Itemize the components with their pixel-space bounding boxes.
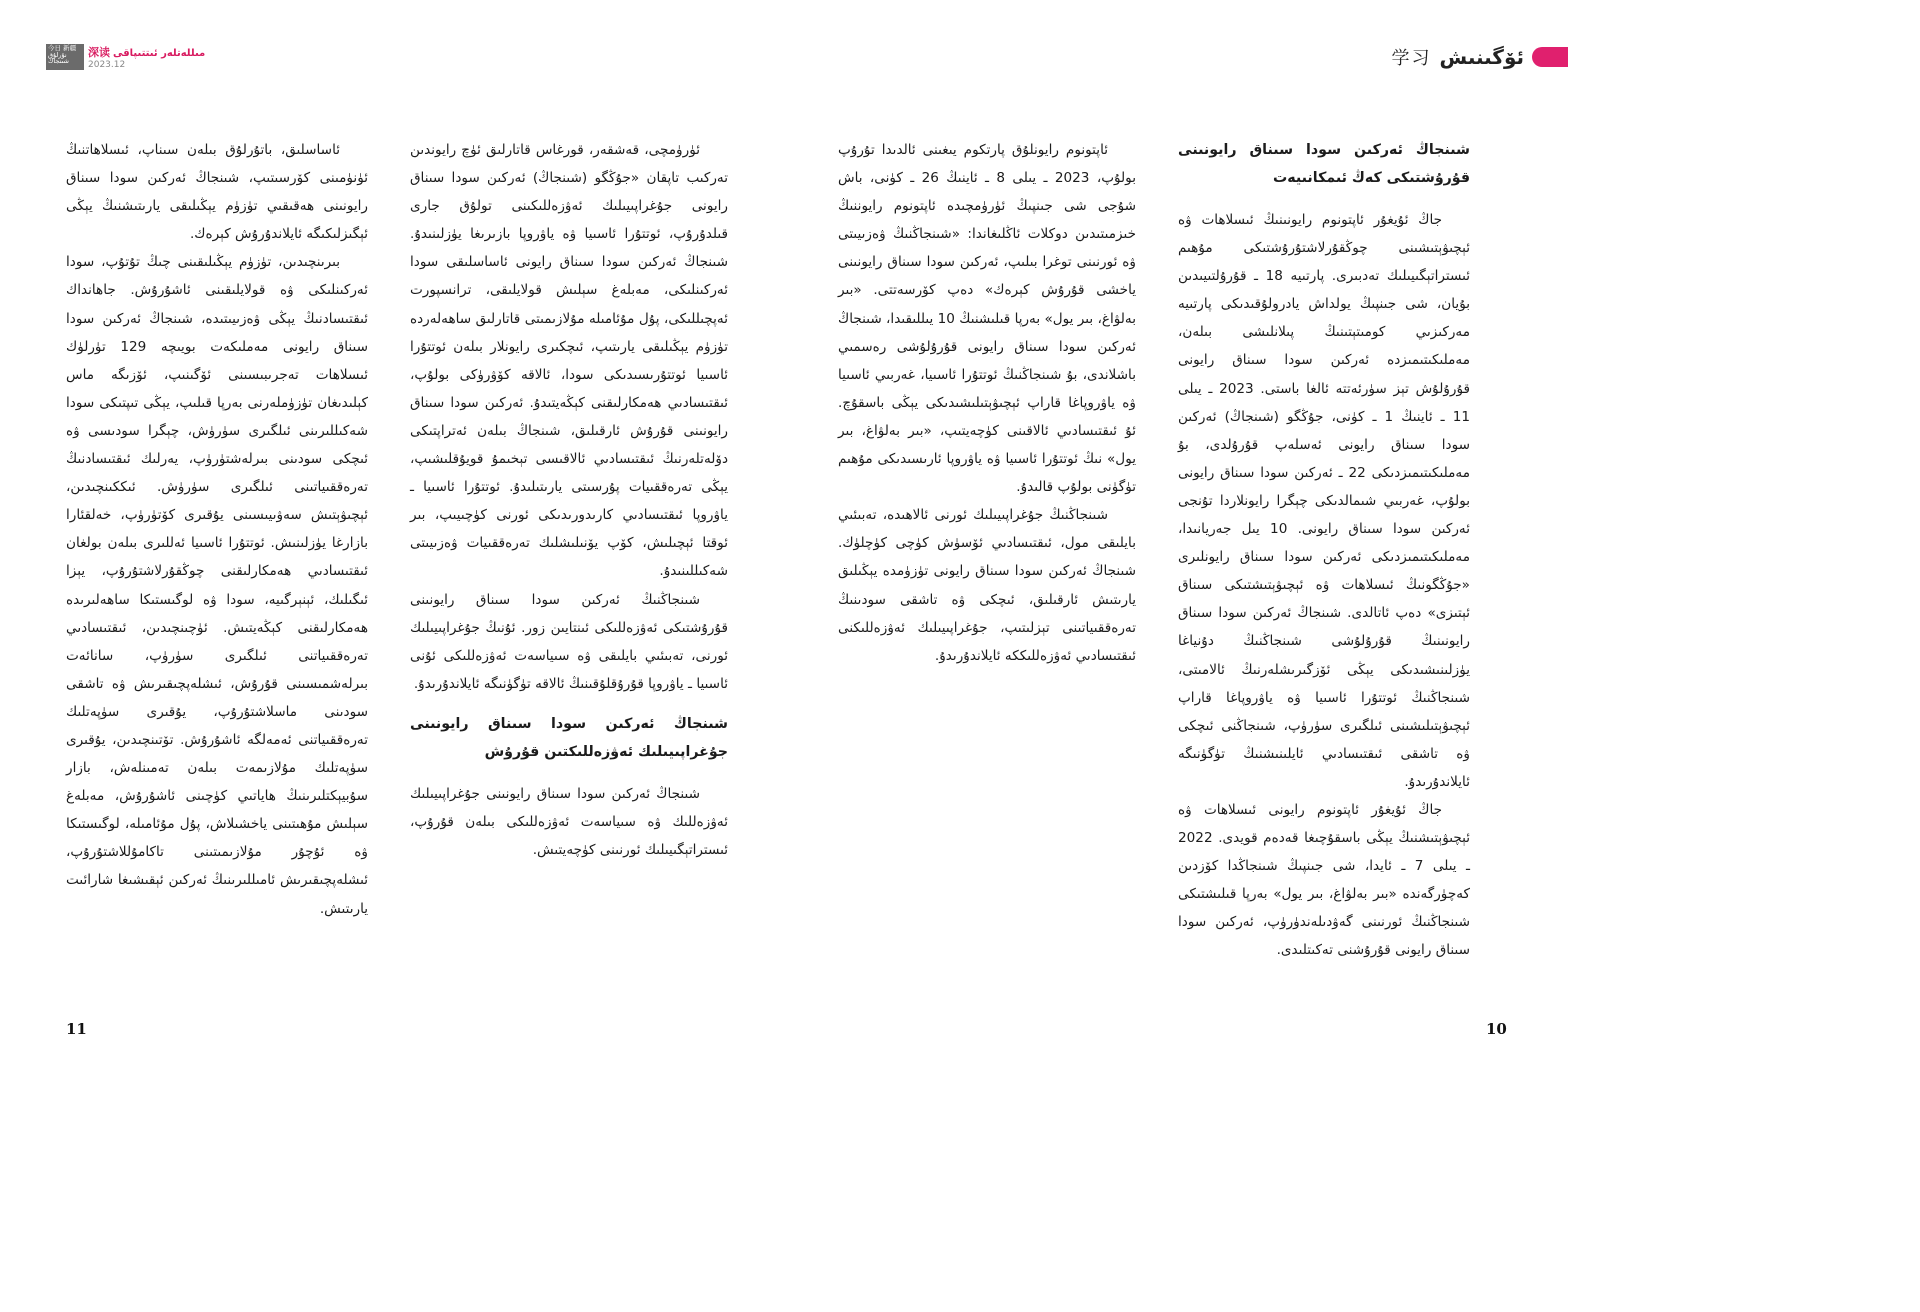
paragraph: ئۈرۈمچى، قەشقەر، قورغاس قاتارلىق ئۈچ رايوندىن تەركىب تاپقان «جۇڭگو (شىنجاڭ) ئەركىن سودا سىناق رايونى جۇغراپىيىلىك ئەۋزەللىكىنى تولۇق جارى قىلدۇرۇپ، ئوتتۇرا ئاسىيا ۋە ياۋروپا بازىرىغا يۈزلىنىدۇ. شىنجاڭ ئەركىن سودا سىناق رايونى ئاساسلىقى سودا ئەركىنلىكى، مەبلەغ سېلىش قولايلىقى، ترانسپورت ئەپچىللىكى، پۇل مۇئامىلە مۇلازىمىتى قاتارلىق ساھەلەردە تۈزۈم يېڭىلىقى يارىتىپ، ئىچكىرى رايونلار بىلەن ئوتتۇرا ئاسىيا ئوتتۇرىسىدىكى سودا، ئالاقە كۆۋرۈكى بولۇپ، ئىقتىسادىي ھەمكارلىقنى كېڭەيتىدۇ. ئەركىن سودا سىناق رايونىنى قۇرۇش ئارقىلىق، شىنجاڭ بىلەن ئەتراپتىكى دۆلەتلەرنىڭ ئىقتىسادىي ئالاقىسى تېخىمۇ قويۇقلىشىپ، يېڭى تەرەققىيات پۇرسىتى يارىتىلىدۇ. ئوتتۇرا ئاسىيا ـ ياۋروپا ئىقتىسادىي كارىدورىدىكى ئورنى كۈچىيىپ، بىر ئوقتا ئېچىلىش، كۆپ يۆنىلىشلىك تەرەققىيات ۋەزىيىتى شەكىللىنىدۇ. xyxy=(410,142,728,580)
section-subheading: شىنجاڭ ئەركىن سودا سىناق رايونىنى جۇغراپىيىلىك ئەۋزەللىكتىن قۇرۇش xyxy=(410,715,728,760)
article-column-2 xyxy=(838,136,1136,670)
issue-number: 2023.12 xyxy=(88,60,126,70)
article-heading: شىنجاڭ ئەركىن سودا سىناق رايونىنى قۇرۇشتىكى كەڭ ئىمكانىيەت xyxy=(1178,142,1470,186)
section-tab-marker xyxy=(1532,47,1568,67)
section-title-cn: 学习 xyxy=(1391,48,1432,69)
section-title-ug: ئۆگىنىش xyxy=(1439,45,1524,69)
paragraph: شىنجاڭ ئەركىن سودا سىناق رايونىنى جۇغراپىيىلىك ئەۋزەللىك ۋە سىياسەت ئەۋزەللىكى بىلەن قۇرۇپ، ئىستراتېگىيىلىك ئورنىنى كۈچەيتىش. xyxy=(410,785,728,859)
header-text xyxy=(88,44,205,70)
section-label-ug: مىللەتلەر ئىتتىپاقى xyxy=(113,48,206,59)
paragraph: جاڭ ئۇيغۇر ئاپتونوم رايونى ئىسلاھات ۋە ئېچىۋېتىشنىڭ يېڭى باسقۇچىغا قەدەم قويدى. 2022 ـ يىلى 7 ـ ئايدا، شى جىنپىڭ شىنجاڭدا كۆزدىن كەچۈرگەندە «بىر بەلۋاغ، بىر يول» بەرپا قىلىشتىكى شىنجاڭنىڭ ئورنىنى گەۋدىلەندۈرۈپ، ئەركىن سودا سىناق رايونى قۇرۇشنى تەكىتلىدى. xyxy=(1178,801,1471,959)
header-right xyxy=(1392,44,1568,70)
header-left xyxy=(46,44,205,70)
paragraph: ئاساسلىق، باتۇرلۇق بىلەن سىناپ، ئىسلاھاتنىڭ ئۈنۈمىنى كۆرسىتىپ، شىنجاڭ ئەركىن سودا سىناق رايونىنى ھەقىقىي تۈزۈم يېڭىلىقى يارىتىشنىڭ يېڭى ئېگىزلىكىگە ئايلاندۇرۇش كېرەك. xyxy=(66,142,368,243)
paragraph: شىنجاڭنىڭ جۇغراپىيىلىك ئورنى ئالاھىدە، تەبىئىي بايلىقى مول، ئىقتىسادىي ئۆسۈش كۈچى كۈچلۈك. شىنجاڭ ئەركىن سودا سىناق رايونى تۈزۈمدە يېڭىلىق يارىتىش ئارقىلىق، ئىچكى ۋە تاشقى سودىنىڭ تەرەققىياتىنى تېزلىتىپ، جۇغراپىيىلىك ئەۋزەللىكنى ئىقتىسادىي ئەۋزەللىككە ئايلاندۇرىدۇ. xyxy=(838,507,1136,664)
magazine-logo: 今日 新疆 نۇرلۇق شىنجاڭ xyxy=(46,44,84,70)
article-column-3 xyxy=(410,136,728,864)
article-column-4 xyxy=(66,136,368,923)
paragraph: ئاپتونوم رايونلۇق پارتكوم يىغىنى ئالدىدا تۇرۇپ بولۇپ، 2023 ـ يىلى 8 ـ ئاينىڭ 26 ـ كۈنى، باش شۇجى شى جىنپىڭ ئۈرۈمچىدە ئاپتونوم رايوننىڭ خىزمىتىدىن دوكلات ئاڭلىغاندا: «شىنجاڭنىڭ ۋەزىيىتى ۋە ئورنىنى توغرا بىلىپ، ئەركىن سودا سىناق رايونىنى ياخشى قۇرۇش كېرەك» دەپ كۆرسەتتى. «بىر بەلۋاغ، بىر يول» بەرپا قىلىشنىڭ 10 يىللىقىدا، شىنجاڭ ئەركىن سودا سىناق رايونى قۇرۇلۇشى رەسمىي باشلاندى، بۇ شىنجاڭنىڭ ئوتتۇرا ئاسىيا، غەربىي ئاسىيا ۋە ياۋروپاغا قاراپ ئېچىۋېتىلىشىدىكى يېڭى باسقۇچ. ئۇ ئىقتىسادىي ئالاقىنى كۈچەيتىپ، «بىر بەلۋاغ، بىر يول» نىڭ ئوتتۇرا ئاسىيا ۋە ياۋروپا ئارىسىدىكى مۇھىم تۈگۈنى بولۇپ قالىدۇ. xyxy=(838,142,1136,496)
section-label-cn: 深读 xyxy=(88,46,110,59)
paragraph: جاڭ ئۇيغۇر ئاپتونوم رايونىنىڭ ئىسلاھات ۋە ئېچىۋېتىشىنى چوڭقۇرلاشتۇرۇشتىكى مۇھىم ئىستراتېگىيىلىك تەدبىرى. پارتىيە 18 ـ قۇرۇلتىيىدىن بۇيان، شى جىنپىڭ يولداش يادرولۇقىدىكى پارتىيە مەركىزىي كومىتېتىنىڭ پىلانلىشى بىلەن، مەملىكىتىمىزدە ئەركىن سودا سىناق رايونى قۇرۇلۇش تېز سۈرئەتتە ئالغا باستى. 2023 ـ يىلى 11 ـ ئاينىڭ 1 ـ كۈنى، جۇڭگو (شىنجاڭ) ئەركىن سودا سىناق رايونى ئەسلەپ قۇرۇلدى، بۇ مەملىكىتىمىزدىكى 22 ـ ئەركىن سودا سىناق رايونى بولۇپ، غەربىي شىمالدىكى چېگرا رايونلاردا تۇنجى ئەركىن سودا سىناق رايونى. 10 يىل جەريانىدا، مەملىكىتىمىزدىكى ئەركىن سودا سىناق رايونلىرى «جۇڭگونىڭ ئىسلاھات ۋە ئېچىۋېتىشتىكى سىناق ئېتىزى» دەپ ئاتالدى. شىنجاڭ ئەركىن سودا سىناق رايونىنىڭ قۇرۇلۇشى شىنجاڭنىڭ دۇنياغا يۈزلىنىشىدىكى يېڭى ئۆزگىرىشلەرنىڭ ئالامىتى، شىنجاڭنىڭ ئوتتۇرا ئاسىيا ۋە ياۋروپاغا قاراپ ئېچىۋېتىلىشىنى ئىلگىرى سۈرۈپ، شىنجاڭنى ئىچكى ۋە تاشقى ئىقتىسادىي ئايلىنىشنىڭ تۈگۈنىگە ئايلاندۇرىدۇ. xyxy=(1178,212,1470,790)
page-number-right: 10 xyxy=(1486,1020,1507,1038)
paragraph: شىنجاڭنىڭ ئەركىن سودا سىناق رايونىنى قۇرۇشتىكى ئەۋزەللىكى ئىنتايىن زور. ئۇنىڭ جۇغراپىيىلىك ئورنى، تەبىئىي بايلىقى ۋە سىياسەت ئەۋزەللىكى ئۇنى ئاسىيا ـ ياۋروپا قۇرۇقلۇقىنىڭ ئالاقە تۈگۈنىگە ئايلاندۇرىدۇ. xyxy=(410,591,728,692)
paragraph: بىرىنچىدىن، تۈزۈم يېڭىلىقىنى چىڭ تۇتۇپ، سودا ئەركىنلىكى ۋە قولايلىقىنى ئاشۇرۇش. جاھانداك ئىقتىسادنىڭ يېڭى ۋەزىيىتىدە، شىنجاڭ ئەركىن سودا سىناق رايونى مەملىكەت بويىچە 129 تۈرلۈك ئىسلاھات تەجرىبىسىنى ئۆگىنىپ، ئۆزىگە ماس كېلىدىغان تۈزۈملەرنى بەرپا قىلىپ، يېڭى تىپتىكى سودا شەكىللىرىنى ئىلگىرى سۈرۈش، چېگرا سودىسى ۋە ئىچكى سودىنى بىرلەشتۈرۈپ، يەرلىك ئىقتىسادنىڭ تەرەققىياتىنى ئىلگىرى سۈرۈش. ئىككىنچىدىن، ئېچىۋېتىش سەۋىيىسىنى يۇقىرى كۆتۈرۈپ، خەلقئارا بازارغا يۈزلىنىش. ئوتتۇرا ئاسىيا ئەللىرى بىلەن بولغان ئىقتىسادىي ھەمكارلىقنى چوڭقۇرلاشتۇرۇپ، يېزا ئىگىلىك، ئېنېرگىيە، سودا ۋە لوگىستىكا ساھەلىرىدە ھەمكارلىقنى كېڭەيتىش. ئۈچىنچىدىن، ئىقتىسادىي تەرەققىياتنى ئىلگىرى سۈرۈپ، سانائەت بىرلەشمىسىنى قۇرۇش، ئىشلەپچىقىرىش ۋە تاشقى سودىنى ماسلاشتۇرۇپ، يۇقىرى سۈپەتلىك تەرەققىياتنى ئەمەلگە ئاشۇرۇش. تۆتىنچىدىن، يۇقىرى سۈپەتلىك مۇلازىمەت بىلەن تەمىنلەش، بازار سۇبيېكتلىرىنىڭ ھاياتىي كۈچىنى ئاشۇرۇش، مەبلەغ سېلىش مۇھىتىنى ياخشىلاش، پۇل مۇئامىلە، لوگىستىكا ۋە ئۇچۇر مۇلازىمىتىنى تاكامۇللاشتۇرۇپ، ئىشلەپچىقىرىش ئامىللىرىنىڭ ئەركىن ئېقىشىغا شارائىت يارىتىش. xyxy=(66,254,369,917)
article-column-1 xyxy=(1178,136,1470,965)
page-number-left: 11 xyxy=(66,1020,87,1038)
header-section-row xyxy=(88,44,205,60)
